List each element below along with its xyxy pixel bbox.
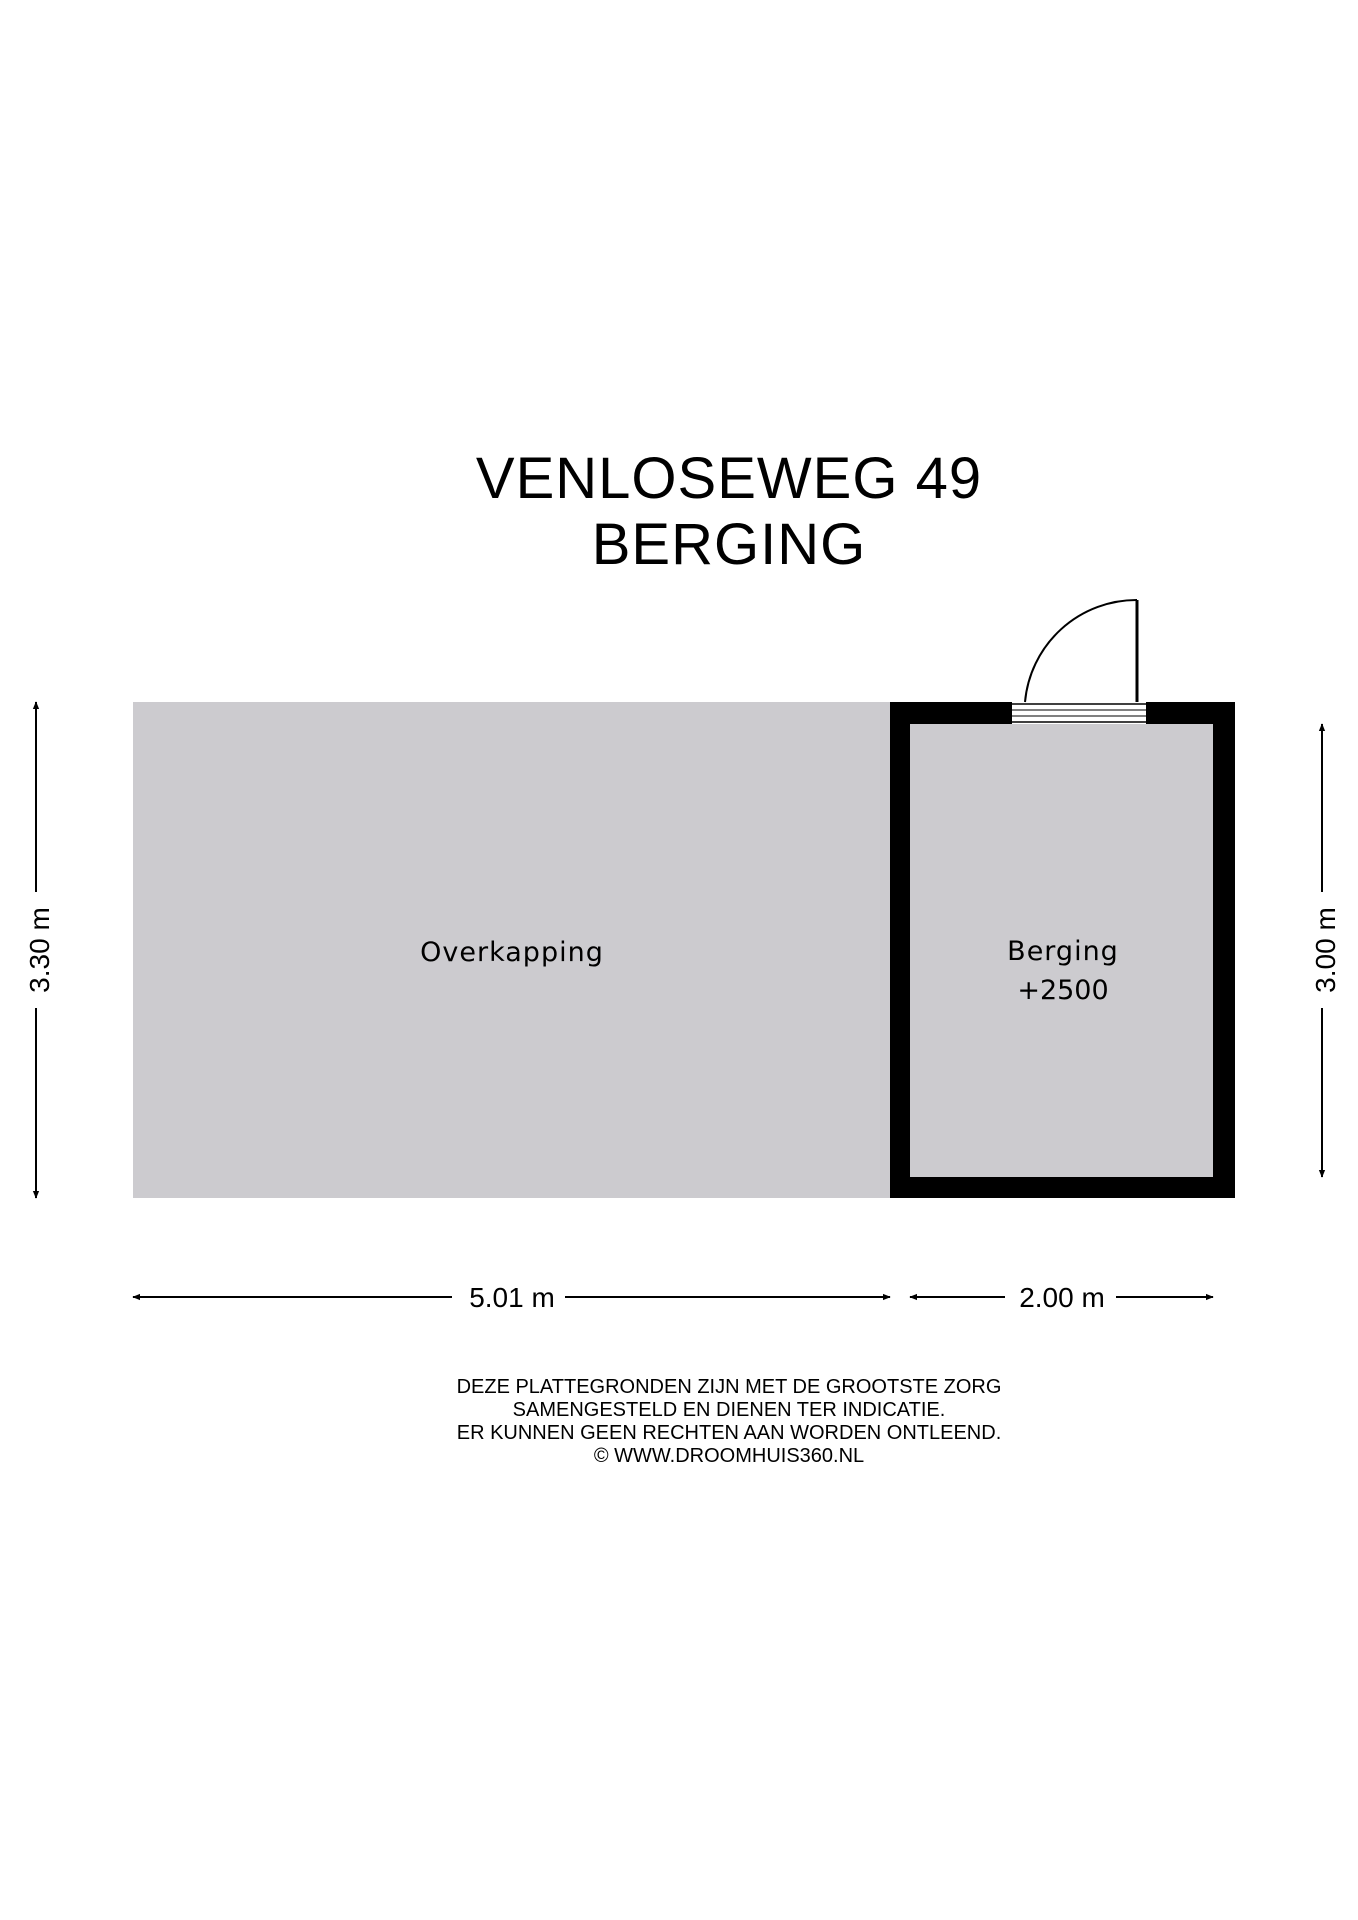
dimension-overall-height: 3.30 m	[24, 907, 55, 993]
plan-title: VENLOSEWEG 49	[475, 446, 983, 511]
disclaimer	[0, 1376, 1358, 1468]
dimension-berging-height: 3.00 m	[1310, 907, 1341, 993]
berging-label: Berging	[1007, 936, 1119, 967]
berging-level-label: +2500	[1017, 975, 1109, 1006]
overkapping-label: Overkapping	[420, 937, 604, 968]
copyright-line: © WWW.DROOMHUIS360.NL	[593, 1445, 865, 1467]
disclaimer-line: SAMENGESTELD EN DIENEN TER INDICATIE.	[512, 1399, 946, 1421]
plan-subtitle: BERGING	[591, 512, 867, 577]
door-swing-arc	[1025, 600, 1137, 702]
door-frame	[1011, 704, 1147, 722]
disclaimer-line: DEZE PLATTEGRONDEN ZIJN MET DE GROOTSTE ZORG	[456, 1376, 1002, 1398]
dimension-overkapping-width: 5.01 m	[469, 1282, 555, 1313]
dimension-berging-width: 2.00 m	[1019, 1282, 1105, 1313]
disclaimer-line: ER KUNNEN GEEN RECHTEN AAN WORDEN ONTLEEND.	[456, 1422, 1002, 1444]
